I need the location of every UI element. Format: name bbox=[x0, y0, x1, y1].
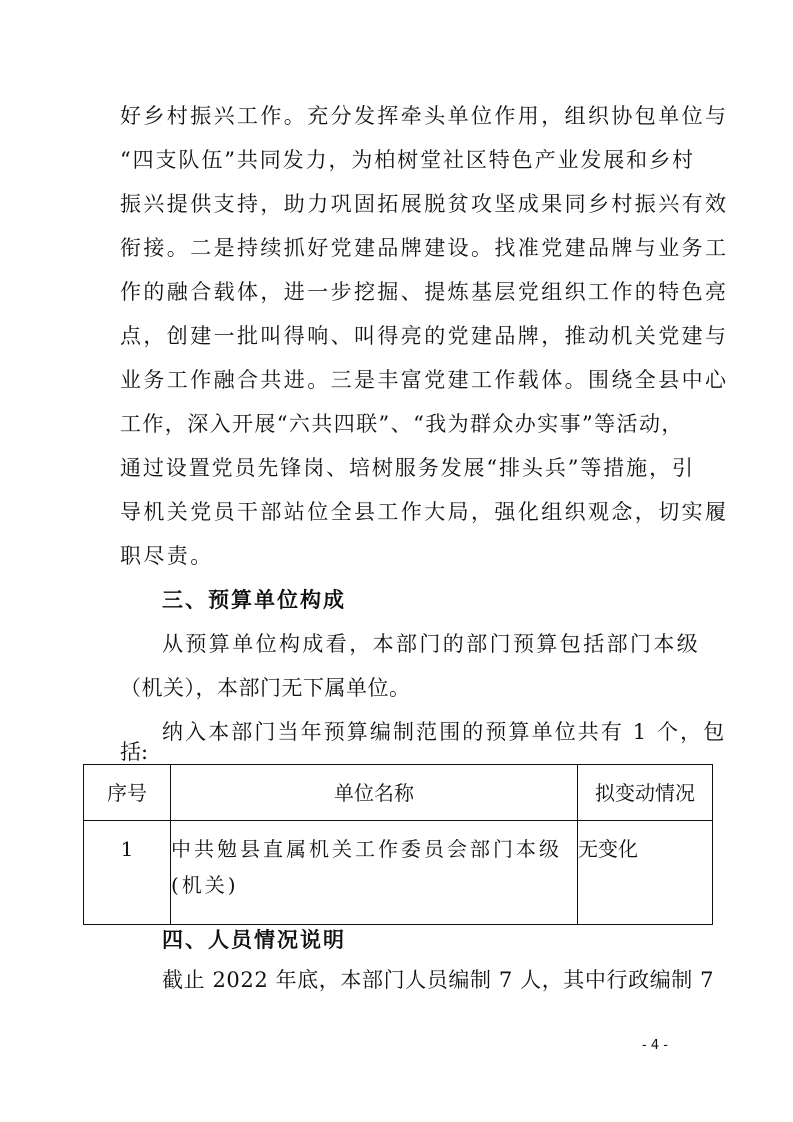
body-line: 作的融合载体，进一步挖掘、提炼基层党组织工作的特色亮 bbox=[120, 280, 729, 304]
body-line: 业务工作融合共进。三是丰富党建工作载体。围绕全县中心 bbox=[120, 368, 729, 392]
section3-para2-line2: 括: bbox=[120, 740, 149, 764]
body-line: 衔接。二是持续抓好党建品牌建设。找准党建品牌与业务工 bbox=[120, 236, 729, 260]
header-serial: 序号 bbox=[84, 765, 171, 821]
body-line: 点，创建一批叫得响、叫得亮的党建品牌，推动机关党建与 bbox=[120, 324, 729, 348]
section-heading-budget-units: 三、预算单位构成 bbox=[162, 588, 346, 612]
header-unit-name: 单位名称 bbox=[171, 765, 578, 821]
section-heading-personnel: 四、人员情况说明 bbox=[162, 928, 346, 952]
cell-unit-name: 中共勉县直属机关工作委员会部门本级(机关) bbox=[171, 821, 578, 925]
body-line: 通过设置党员先锋岗、培树服务发展“排头兵”等措施，引 bbox=[120, 456, 695, 480]
body-line: 振兴提供支持，助力巩固拓展脱贫攻坚成果同乡村振兴有效 bbox=[120, 192, 729, 216]
section3-para2-line1: 纳入本部门当年预算编制范围的预算单位共有 1 个，包 bbox=[162, 720, 727, 744]
body-line: “四支队伍”共同发力，为柏树堂社区特色产业发展和乡村 bbox=[120, 148, 695, 172]
section3-para1-line2: （机关），本部门无下属单位。 bbox=[120, 676, 411, 700]
page-number: - 4 - bbox=[642, 1038, 668, 1053]
body-line: 导机关党员干部站位全县工作大局，强化组织观念，切实履 bbox=[120, 500, 729, 524]
body-line: 职尽责。 bbox=[120, 544, 214, 568]
cell-change-status: 无变化 bbox=[578, 821, 713, 925]
budget-units-table bbox=[83, 764, 713, 925]
section4-para1-line1: 截止 2022 年底，本部门人员编制 7 人，其中行政编制 7 bbox=[162, 968, 715, 992]
header-change-status: 拟变动情况 bbox=[578, 765, 713, 821]
body-line: 工作，深入开展“六共四联”、“我为群众办实事”等活动， bbox=[120, 412, 684, 436]
table-row bbox=[84, 821, 713, 925]
table-header-row bbox=[84, 765, 713, 821]
section3-para1-line1: 从预算单位构成看，本部门的部门预算包括部门本级 bbox=[162, 632, 701, 656]
cell-serial: 1 bbox=[84, 821, 171, 925]
body-line: 好乡村振兴工作。充分发挥牵头单位作用，组织协包单位与 bbox=[120, 104, 729, 128]
